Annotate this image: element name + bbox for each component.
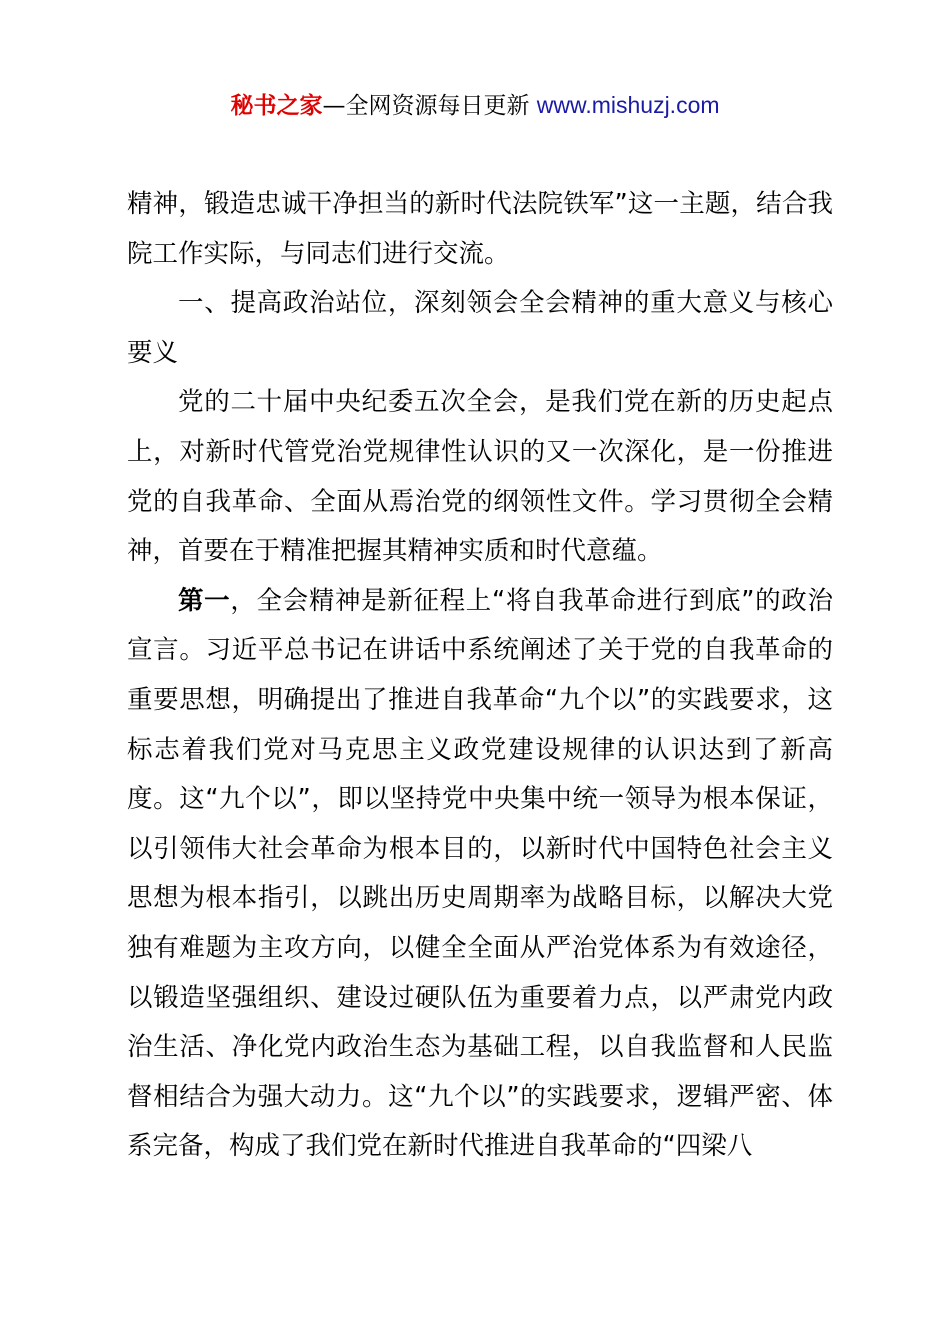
header-tagline: —全网资源每日更新 — [322, 93, 537, 119]
paragraph-first-point — [127, 577, 833, 1172]
section-heading: 一、提高政治站位，深刻领会全会精神的重大意义与核心要义 — [127, 288, 833, 368]
point-body: ，全会精神是新征程上“将自我革命进行到底”的政治宣言。习近平总书记在讲话中系统阐述了关于党的自我革命的重要思想，明确提出了推进自我革命“九个以”的实践要求，这标志着我们党对马克思主义政党建设规律的认识达到了新高度。这“九个以”，即以坚持党中央集中统一领导为根本保证，以引领伟大社会革命为根本目的，以新时代中国特色社会主义思想为根本指引，以跳出历史周期率为战略目标，以解决大党独有难题为主攻方向，以健全全面从严治党体系为有效途径，以锻造坚强组织、建设过硬队伍为重要着力点，以严肃党内政治生活、净化党内政治生态为基础工程，以自我监督和人民监督相结合为强大动力。这“九个以”的实践要求，逻辑严密、体系完备，构成了我们党在新时代推进自我革命的“四梁八 — [127, 585, 833, 1162]
website-link[interactable]: www.mishuzj.com — [536, 92, 720, 118]
paragraph-continuation: 精神，锻造忠诚干净担当的新时代法院铁军”这一主题，结合我院工作实际，与同志们进行交流。 — [127, 189, 833, 269]
page-header — [0, 88, 950, 123]
brand-name: 秘书之家 — [230, 93, 323, 119]
document-body — [127, 180, 833, 1172]
paragraph-significance: 党的二十届中央纪委五次全会，是我们党在新的历史起点上，对新时代管党治党规律性认识的又一次深化，是一份推进党的自我革命、全面从焉治党的纲领性文件。学习贯彻全会精神，首要在于精准把握其精神实质和时代意蕴。 — [127, 387, 833, 567]
point-lead: 第一 — [178, 585, 231, 616]
